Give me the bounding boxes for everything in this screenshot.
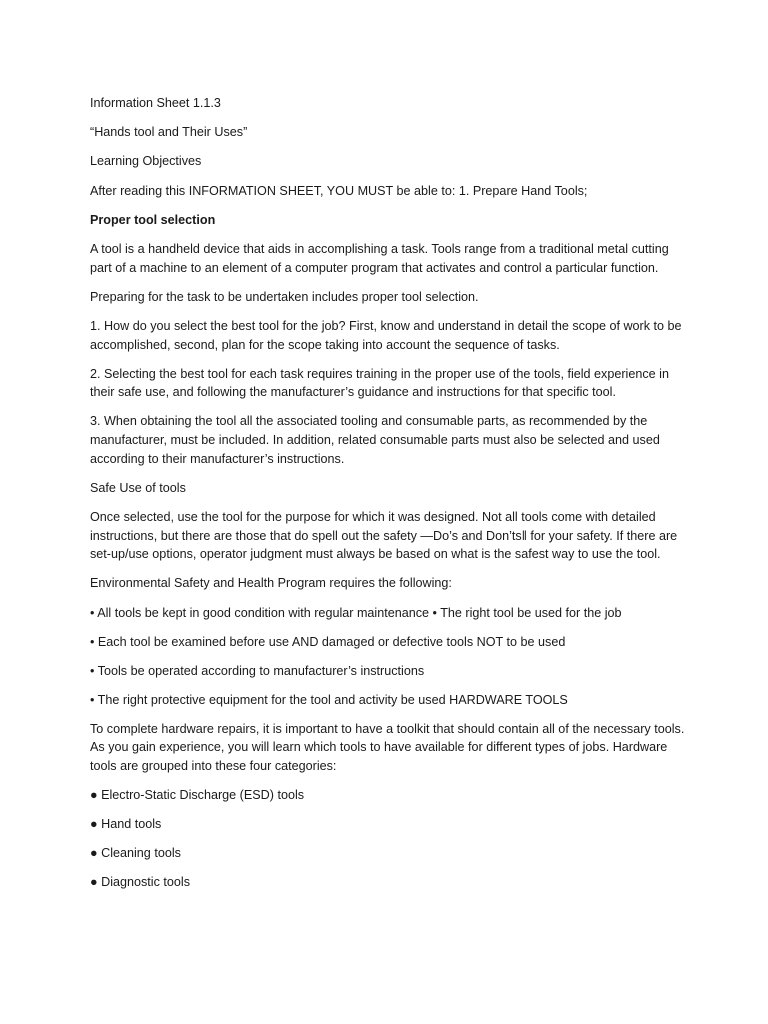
objectives-heading: Learning Objectives <box>90 154 202 169</box>
section-heading-proper-tool-selection: Proper tool selection <box>90 212 216 227</box>
paragraph-preparing: Preparing for the task to be undertaken includes proper tool selection. <box>90 289 479 304</box>
objectives-text: After reading this INFORMATION SHEET, YOU MUST be able to: 1. Prepare Hand Tools; <box>90 183 588 198</box>
topic-title: “Hands tool and Their Uses” <box>90 125 248 140</box>
list-item: • All tools be kept in good condition with regular maintenance • The right tool be used for the job <box>90 605 622 620</box>
paragraph-step-2: 2. Selecting the best tool for each task requires training in the proper use of the tools, field experience in their safe use, and following the manufacturer’s guidance and instructions for that specific tool. <box>90 366 669 400</box>
requirements-list <box>90 604 690 710</box>
section-heading-safe-use: Safe Use of tools <box>90 480 186 495</box>
list-item: • The right protective equipment for the tool and activity be used HARDWARE TOOLS <box>90 692 568 707</box>
document-page <box>90 94 690 902</box>
paragraph-hardware-tools: To complete hardware repairs, it is important to have a toolkit that should contain all of the necessary tools. As you gain experience, you will learn which tools to have available for different types of jobs. Hardware tools are grouped into these four categories: <box>90 721 685 773</box>
list-item: • Tools be operated according to manufacturer’s instructions <box>90 663 425 678</box>
sheet-title: Information Sheet 1.1.3 <box>90 96 221 110</box>
list-item: ● Electro-Static Discharge (ESD) tools <box>90 787 305 802</box>
paragraph-safe-use: Once selected, use the tool for the purpose for which it was designed. Not all tools come with detailed instructions, but there are those that do spell out the safety ―Do’s and Don’ts‖ for your safety. If there are set-up/use options, operator judgment must always be based on what is the safest way to use the tool. <box>90 510 678 562</box>
paragraph-program-requirements: Environmental Safety and Health Program requires the following: <box>90 576 452 591</box>
list-item: ● Hand tools <box>90 816 162 831</box>
paragraph-step-3: 3. When obtaining the tool all the associated tooling and consumable parts, as recommended by the manufacturer, must be included. In addition, related consumable parts must also be selected and used according to their manufacturer’s instructions. <box>90 414 660 466</box>
list-item: • Each tool be examined before use AND damaged or defective tools NOT to be used <box>90 634 566 649</box>
list-item: ● Cleaning tools <box>90 845 181 860</box>
paragraph-step-1: 1. How do you select the best tool for the job? First, know and understand in detail the scope of work to be accomplished, second, plan for the scope taking into account the sequence of tasks. <box>90 318 682 352</box>
list-item: ● Diagnostic tools <box>90 874 191 889</box>
paragraph-tool-definition: A tool is a handheld device that aids in accomplishing a task. Tools range from a traditional metal cutting part of a machine to an element of a computer program that activates and control a particular function. <box>90 241 669 275</box>
categories-list <box>90 786 690 892</box>
